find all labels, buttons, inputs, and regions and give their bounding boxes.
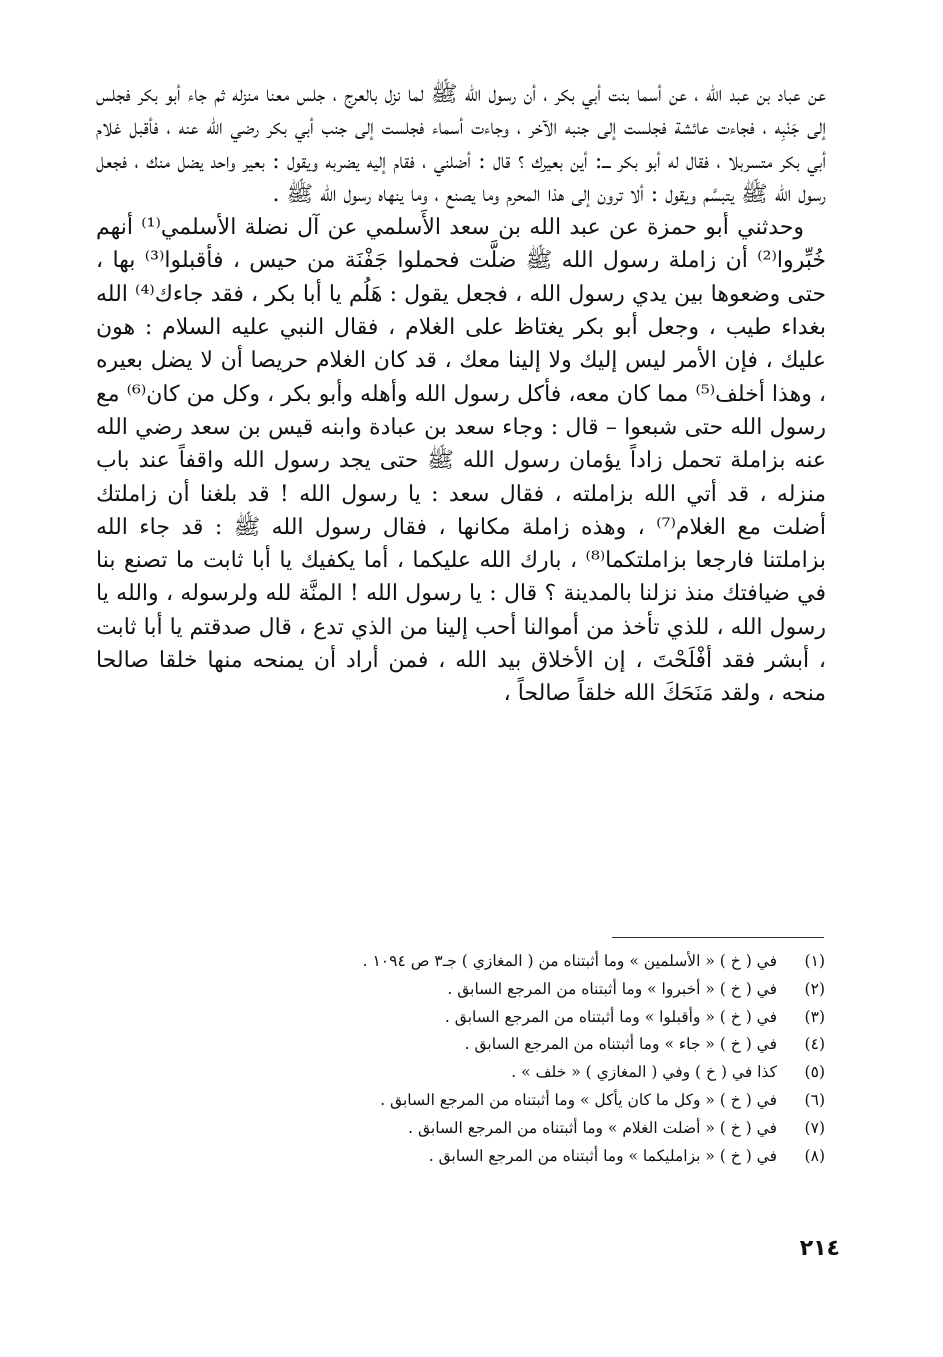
footnote-text: كذا في ( خ ) وفي ( المغازي ) « خلف » . xyxy=(511,1063,777,1082)
footnote-number: (٥) xyxy=(804,1063,825,1082)
footnote-text: في ( خ ) « جاء » وما أثبتناه من المرجع السابق . xyxy=(464,1035,777,1054)
footnote-text: في ( خ ) « أخبروا » وما أثبتناه من المرجع السابق . xyxy=(447,979,777,998)
footnote-number: (٦) xyxy=(804,1090,825,1109)
footnote-text: في ( خ ) « بزامليكما » وما أثبتناه من المرجع السابق . xyxy=(428,1146,777,1165)
footnote-divider xyxy=(612,937,824,938)
footnote-7 xyxy=(265,1115,825,1143)
footnote-number: (٧) xyxy=(804,1118,825,1137)
footnote-text: في ( خ ) « وأقبلوا » وما أثبتناه من المرجع السابق . xyxy=(444,1007,777,1026)
footnote-4 xyxy=(265,1031,825,1059)
footnote-2 xyxy=(265,976,825,1004)
footnote-8 xyxy=(265,1143,825,1171)
footnote-text: في ( خ ) « أضلت الغلام » وما أثبتناه من المرجع السابق . xyxy=(408,1118,777,1137)
footnote-5 xyxy=(265,1059,825,1087)
footnote-number: (٨) xyxy=(804,1146,825,1165)
footnote-text: في ( خ ) « الأسلمين » وما أثبتناه من ( المغازي ) جـ٣ ص ١٠٩٤ . xyxy=(362,952,777,970)
page-number: ٢١٤ xyxy=(799,1236,840,1261)
footnote-number: (٤) xyxy=(804,1035,825,1054)
footnote-text: في ( خ ) « وكل ما كان يأكل » وما أثبتناه من المرجع السابق . xyxy=(380,1090,777,1109)
main-text xyxy=(96,78,826,711)
footnote-6 xyxy=(265,1087,825,1115)
footnote-number: (١) xyxy=(804,952,825,970)
footnote-number: (٢) xyxy=(804,979,825,998)
paragraph-1: عن عباد بن عبد الله ، عن أسما بنت أبي بكر ، أن رسول الله ﷺ لما نزل بالعرج ، جلس معنا منزله ثم جاء أبو بكر فجلس إلى جَنْبِه ، فجاءت عائشة فجلست إلى جنبه الآخر ، وجاءت أسماء فجلست إلى جنب أبي بكر رضي الله عنه ، فأقبل غلام أبي بكر متسربلا ، فقال له أبو بكر ـــ: أين بعيرك ؟ قال : أضلني ، فقام إليه يضربه ويقول : بعير واحد يضل منك ، فجعل رسول الله ﷺ يتبسَّم ويقول : ألا ترون إلى هذا المحرم وما يصنع ، وما ينهاه رسول الله ﷺ . xyxy=(96,82,826,207)
footnote-3 xyxy=(265,1004,825,1032)
footnote-number: (٣) xyxy=(804,1007,825,1026)
footnote-1 xyxy=(265,948,825,976)
footnotes xyxy=(265,948,825,1170)
paragraph-2: وحدثني أبو حمزة عن عبد الله بن سعد الأَسلمي عن آل نضلة الأسلمي⁽¹⁾ أنهم خُبِّروا⁽²⁾ أن زاملة رسول الله ﷺ ضلَّت فحملوا جَفْنَة من حيس ، فأقبلوا⁽³⁾ بها ، حتى وضعوها بين يدي رسول الله ، فجعل يقول : هَلُم يا أبا بكر ، فقد جاءك⁽⁴⁾ الله بغداء طيب ، وجعل أبو بكر يغتاظ على الغلام ، فقال النبي عليه السلام : هون عليك ، فإن الأمر ليس إليك ولا إلينا معك ، قد كان الغلام حريصا أن لا يضل بعيره ، وهذا أخلف⁽⁵⁾ مما كان معه، فأكل رسول الله وأهله وأبو بكر ، وكل من كان⁽⁶⁾ مع رسول الله حتى شبعوا – قال : وجاء سعد بن عبادة وابنه قيس بن سعد رضي الله عنه بزاملة تحمل زاداً يؤمان رسول الله ﷺ حتى يجد رسول الله واقفاً عند باب منزله ، قد أتي الله بزاملته ، فقال سعد : يا رسول الله ! قد بلغنا أن زاملتك أضلت مع الغلام⁽⁷⁾ ، وهذه زاملة مكانها ، فقال رسول الله ﷺ : قد جاء الله بزاملتنا فارجعا بزاملتكما⁽⁸⁾ ، بارك الله عليكما ، أما يكفيك يا أبا ثابت ما تصنع بنا في ضيافتك منذ نزلنا بالمدينة ؟ قال : يا رسول الله ! المنَّة لله ولرسوله ، والله يا رسول الله ، للذي تأخذ من أموالنا أحب إلينا من الذي تدع ، قال صدقتم يا أبا ثابت ، أبشر فقد أفْلَحْتَ ، إن الأخلاق بيد الله ، فمن أراد أن يمنحه منها خلقا صالحا منحه ، ولقد مَنَحَكَ الله خلقاً صالحاً ، xyxy=(96,215,826,707)
